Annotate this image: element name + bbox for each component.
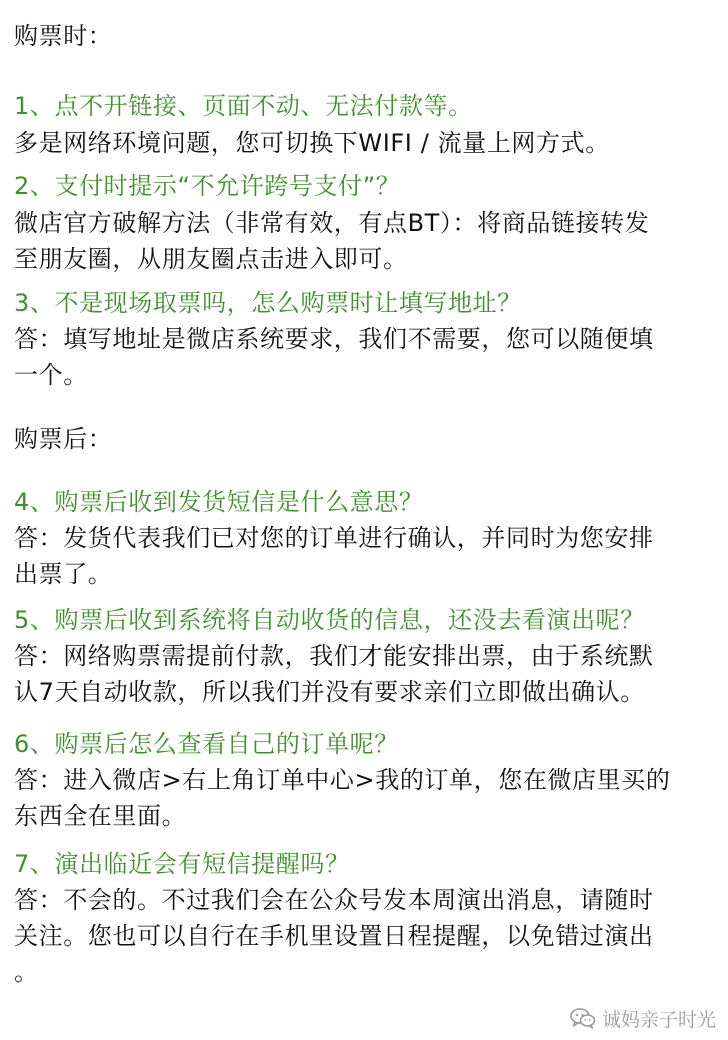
answer-3-line-1: 答：填写地址是微店系统要求，我们不需要，您可以随便填 (14, 325, 654, 353)
question-3: 3、不是现场取票吗，怎么购票时让填写地址？ (14, 289, 522, 317)
answer-3-line-2: 一个。 (14, 361, 88, 389)
answer-7-line-2: 关注。您也可以自行在手机里设置日程提醒，以免错过演出 (14, 922, 654, 950)
answer-6-line-1: 答：进入微店>右上角订单中心>我的订单，您在微店里买的 (14, 766, 671, 794)
wechat-icon (570, 1007, 596, 1029)
answer-7-line-3: 。 (14, 958, 39, 986)
question-2: 2、支付时提示“不允许跨号支付”？ (14, 172, 401, 200)
section-heading-after-purchase: 购票后： (14, 425, 113, 453)
question-4: 4、购票后收到发货短信是什么意思？ (14, 488, 424, 516)
section-heading-before-purchase: 购票时： (14, 22, 113, 50)
question-6: 6、购票后怎么查看自己的订单呢？ (14, 730, 399, 758)
watermark (570, 1002, 716, 1034)
question-1: 1、点不开链接、页面不动、无法付款等。 (14, 92, 473, 120)
question-5: 5、购票后收到系统将自动收货的信息，还没去看演出呢？ (14, 606, 645, 634)
answer-6-line-2: 东西全在里面。 (14, 802, 187, 830)
answer-5-line-1: 答：网络购票需提前付款，我们才能安排出票，由于系统默 (14, 642, 654, 670)
answer-7-line-1: 答：不会的。不过我们会在公众号发本周演出消息，请随时 (14, 886, 654, 914)
answer-1: 多是网络环境问题，您可切换下WIFI / 流量上网方式。 (14, 129, 610, 157)
watermark-text: 诚妈亲子时光 (601, 1008, 716, 1031)
answer-2-line-1: 微店官方破解方法（非常有效，有点BT）：将商品链接转发 (14, 209, 650, 237)
answer-4-line-2: 出票了。 (14, 560, 113, 588)
answer-5-line-2: 认7天自动收款，所以我们并没有要求亲们立即做出确认。 (14, 678, 645, 706)
answer-2-line-2: 至朋友圈，从朋友圈点击进入即可。 (14, 245, 408, 273)
question-7: 7、演出临近会有短信提醒吗？ (14, 850, 350, 878)
answer-4-line-1: 答：发货代表我们已对您的订单进行确认，并同时为您安排 (14, 524, 654, 552)
